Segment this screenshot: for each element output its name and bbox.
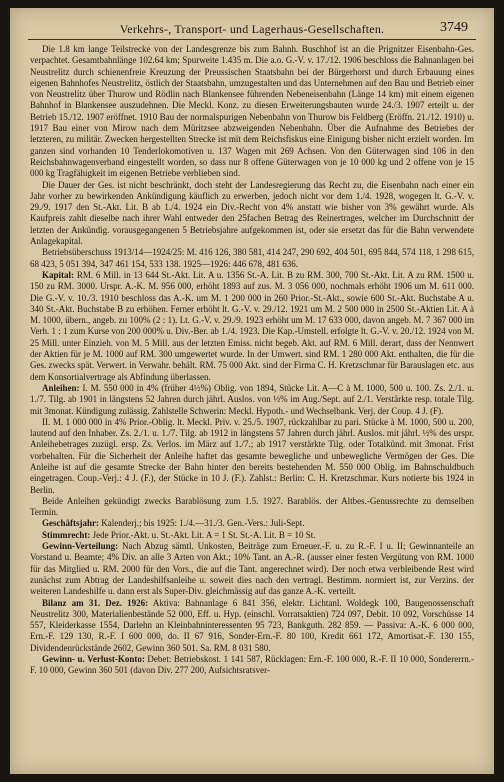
- paragraph-lead: Bilanz am 31. Dez. 1926:: [42, 597, 149, 608]
- paragraph-lead: Gewinn- u. Verlust-Konto:: [42, 654, 145, 665]
- page-header: [10, 16, 494, 40]
- paragraph-text: Nach Abzug sämtl. Unkosten, Beiträge zum Erneuer.-F. u. zu R.-F. I u. II; Gewinnanteile an Vorstand u. Beamte; 4% Div. an alle 3 Arten von Akt.; 10% Tant. an A.-R. (ausser einer festen Vergütung von RM. 1000 für das Mitglied u. RM. 2000 für den Vors., die auf die Tant. angerechnet wird). Der noch etwa verbleibende Rest wird zunächst zum Abtrag der Landeshilfsanleihe u. soweit dies nach den vertragl. Bestimm. normiert ist, zur Verzins. der weiteren Landeshilfe u. dann erst als Super-Div. gleichmässig auf das ganze A.-K. verteilt.: [30, 541, 474, 597]
- running-title: Verkehrs-, Transport- und Lagerhaus-Gesellschaften.: [119, 22, 385, 36]
- paragraph-lead: Geschäftsjahr:: [42, 518, 99, 529]
- page-number: 3749: [440, 20, 468, 35]
- paragraph: [30, 530, 474, 541]
- paragraph: [30, 541, 474, 597]
- paragraph-text: Die Dauer der Ges. ist nicht beschränkt, doch steht der Landesregierung das Recht zu, die Eisenbahn nach einer ein Jahr vorher zu bewirkenden Ankündigung käuflich zu erwerben, jedoch nicht vor dem 1./4. 1928, wogegen lt. G.-V. v. 29./9. 1917 den St.-Akt. Lit. B ab 1./4. 1924 ein Div.-Recht von 4% anstatt wie bisher von 3% gewährt wurde. Als Kaufpreis zahlt dieselbe nach ihrer Wahl entweder den 25fachen Betrag des Reinertrages, welcher im Durchschnitt der letzten der Ankündig. vorausgegangenen 5 Betriebsjahre aufgekommen ist, oder sie ersetzt das für die Bahn verwendete Anlagekapital.: [30, 179, 474, 247]
- paragraph-text: Debet: Betriebskost. 1 141 587, Rücklagen: Ern.-F. 100 000, R.-F. II 10 000, Sondererrn.-F. 10 000, Gewinn 360 501 (davon Div. 277 200, Aufsichtsratsver-: [30, 654, 474, 676]
- paragraph: [30, 518, 474, 529]
- paragraph: [30, 496, 474, 519]
- document-page: [10, 8, 494, 774]
- paragraph: [30, 44, 474, 180]
- paragraph-text: Die 1.8 km lange Teilstrecke von der Landesgrenze bis zum Bahnh. Buschhof ist an die Prignitzer Eisenbahn-Ges. verpachtet. Gesamtbahnlänge 102.64 km; Spurweite 1.435 m. Die a.o. G.-V. v. 17./12. 1906 beschloss die Bahnanlagen bei Neustrelitz durch schienenfreie Kreuzung der Preussischen Staatsbahn bei der Bürgerhorst und durch Erbauung eines eigenen Bahnhofes Neustrelitz, östlich der Staatsbahn, umzugestalten und das Unternehmen auf den Bau und Betrieb einer von Neustrelitz über Thurow und Rödlin nach Blankensee führenden Nebeneisenbahn (Länge 14 km) mit einem eigenen Bahnhof in Blankensee auszudehnen. Die Meckl. Konz. zu diesen Erweiterungsbauten wurde 24./3. 1907 erteilt u. der Betrieb 15./12. 1907 eröffnet. 1910 Bau der normalspurigen Nebenbahn von Thurow bis Feldberg (Eröffn. 21./12. 1910) u. 1917 Bau einer von Mirow nach dem Müritzsee abzweigenden Nebenbahn. Über die Aufnahme des Betriebes der letzteren, zu militär. Zwecken hergestellten Strecke ist mit dem Reichsfiskus eine Einigung bisher nicht erzielt worden. Im ganzen sind vorhanden 10 Tenderlokomotiven u. 137 Wagen mit 269 Achsen. Von den Güterwagen sind 106 in den Reichsbahnwagenverband eingestellt worden, so dass nur 8 offene Güterwagen von je 10 000 kg und 2 offene von je 15 000 kg Tragfähigkeit im eigenen Betriebe verblieben sind.: [30, 44, 474, 179]
- paragraph-text: RM. 6 Mill. in 13 644 St.-Akt. Lit. A u. 1356 St.-A. Lit. B zu RM. 300, 700 St.-Akt. Lit. A zu RM. 1500 u. 150 zu RM. 3000. Urspr. A.-K. M. 956 000, erhöht 1893 auf zus. M. 3 056 000, nochmals erhöht 1906 um M. 611 000. Die G.-V. v. 10./3. 1910 beschloss das A.-K. um M. 1 200 000 in 260 Prior.-St.-Akt., sowie 600 St.-Akt. Buchstabe A u. 340 St.-Akt. Buchstabe B zu erhöhen. Ferner erhöht lt. G.-V. v. 29./12. 1921 um M. 2 500 000 in 2500 St.-Aktien Lit. A à M. 1000, übern., angeb. zu 100% (2 : 1). Lt. G.-V. v. 29./9. 1923 erhöht um M. 17 633 000, davon angeb. M. 7 367 000 im Verh. 1 : 1 zum Kurse von 200 000% u. Div.-Ber. ab 1./4. 1923. Die Kap.-Umstell. erfolgte lt. G.-V. v. 20./12. 1924 von M. 25 Mill. unter Einzieh. von M. 5 Mill. aus der letzten Emiss. nicht begeb. Akt. auf RM. 6 Mill. derart, dass der Nennwert der Aktien für je M. 1000 auf RM. 300 umgewertet wurde. In der Umwert. sind RM. 1 280 000 Akt. enthalten, die für die Ges. zwecks spät. Verwert. in Verwahr. behält. RM. 75 000 Akt. sind der Firma C. H. Kretzschmar für Barauslagen etc. aus dem Konsortialvertrage als Abfindung überlassen.: [30, 269, 474, 382]
- paragraph: [30, 270, 474, 383]
- body-text: [30, 44, 474, 766]
- paragraph-lead: Stimmrecht:: [42, 529, 91, 540]
- paragraph-text: Beide Anleihen gekündigt zwecks Barablösung zum 1.5. 1927. Barablös. der Altbes.-Genussrechte zu demselben Termin.: [30, 495, 474, 518]
- paragraph: [30, 598, 474, 654]
- paragraph-text: II. M. 1 000 000 in 4% Prior.-Oblig. lt. Meckl. Priv. v. 25./5. 1907, rückzahlbar zu pari. Stücke à M. 1000, 500 u. 200, lautend auf den Inhaber. Zs. 2./1. u. 1./7. Tilg. ab 1912 in längstens 57 Jahren durch jährl. Auslos. mit jährl. ½% des urspr. Anleihebetrages zuzügl. ersp. Zs. Verlos. im März auf 1./7.; ab 1917 verstärkte Tilg. oder Totalkünd. mit 3monat. Frist vorbehalten. Für die Sicherheit der Anleihe haftet das gesamte bewegliche und unbewegliche Vermögen der Ges. Die Anleihe ist auf die gesamte Strecke der Bahn hinter den bereits bestehenden M. 550 000 Oblig. im Bahnschuldbuch eingetragen. Coup.-Verj.: 4 J. (F.), der Stücke in 10 J. (F.). Zahlst.: Berlin: C. H. Kretzschmar. Kurs notierte bis 1924 in Berlin.: [30, 416, 474, 495]
- paragraph-text: I. M. 550 000 in 4% (früher 4½%) Oblig. von 1894, Stücke Lit. A—C à M. 1000, 500 u. 100. Zs. 2./1. u. 1./7. Tilg. ab 1901 in längstens 52 Jahren durch jährl. Auslos. von ½% im Aug./Sept. auf 2./1. Verstärkte resp. totale Tilg. mit 3monat. Kündigung zulässig. Zahlstelle Schwerin: Meckl. Hypoth.- und Wechselbank. Verj. der Coup. 4 J. (F).: [30, 382, 474, 416]
- paragraph: [30, 247, 474, 270]
- paragraph: [30, 654, 474, 677]
- header-rule: [28, 39, 476, 40]
- paragraph: [30, 383, 474, 417]
- paragraph-lead: Kapital:: [42, 269, 75, 280]
- paragraph: [30, 180, 474, 248]
- paragraph-lead: Gewinn-Verteilung:: [42, 541, 119, 552]
- paragraph-lead: Anleihen:: [42, 382, 80, 393]
- paragraph: [30, 417, 474, 496]
- paragraph-text: Betriebsüberschuss 1913/14—1924/25: M. 416 126, 380 581, 414 247, 290 692, 404 501, 695 844, 574 118, 1 298 615, 68 423, 5 051 394, 347 461 154, 533 138. 1925—1926: 446 678, 481 636.: [30, 247, 474, 269]
- paragraph-text: Kalenderj.; bis 1925: 1./4.—31./3. Gen.-Vers.: Juli-Sept.: [101, 518, 305, 529]
- paragraph-text: Aktiva: Bahnanlage 6 841 356, elektr. Lichtanl. Woldegk 100, Baugenossenschaft Neustrelitz 300, Materialienbestände 52 000, Eff. u. Hyp. (einschl. Vorratsaktien) 724 097, Debit. 10 092, Vorschüsse 14 557, Kleiderkasse 1554, Darlehn an Kleinbahninteressenten 95 723, Bankguth. 282 859. — Passiva: A.-K. 6 000 000, Ern.-F. 129 130, R.-F. I 600 000, do. II 67 916, Sonder-Ern.-F. 80 100, Kredit 661 172, Amortisat.-F. 130 155, Dividendenrückstände 2602, Gewinn 360 501. Sa. RM. 8 031 580.: [30, 597, 474, 653]
- paragraph-text: Jede Prior.-Akt. u. St.-Akt. Lit. A = 1 St. St.-A. Lit. B = 10 St.: [92, 529, 316, 540]
